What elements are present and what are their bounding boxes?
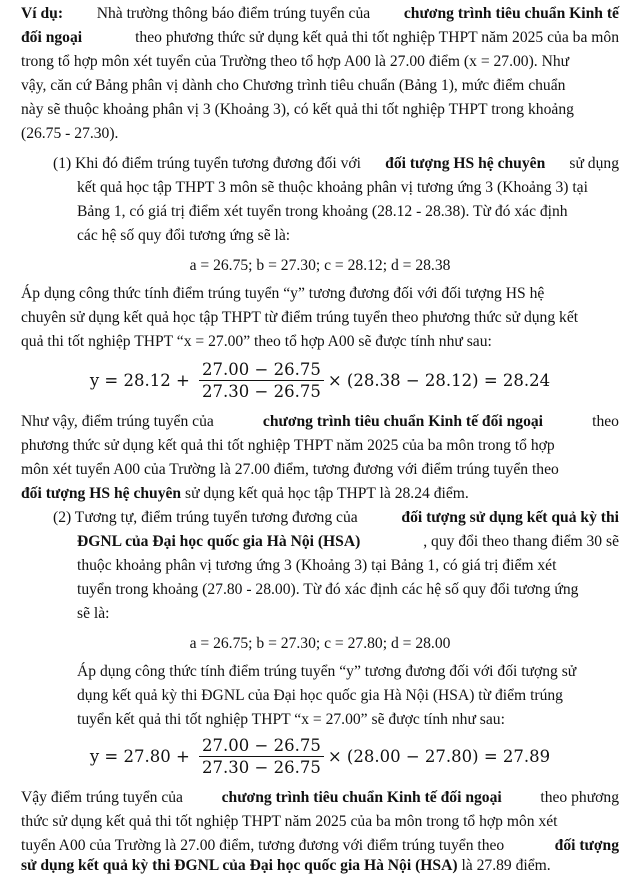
text-span: Như vậy, điểm trúng tuyển của <box>21 413 218 430</box>
text-line: thuộc khoảng phân vị tương ứng 3 (Khoảng 3) tại Bảng 1, có giá trị điểm xét <box>77 557 557 574</box>
formula-lhs: y = 27.80 + <box>89 746 196 766</box>
text-line: các hệ số quy đổi tương ứng sẽ là: <box>77 227 291 244</box>
text-line: này sẽ thuộc khoảng phân vị 3 (Khoảng 3), có kết quả thi tốt nghiệp THPT trong khoảng <box>21 101 574 118</box>
text-line <box>77 532 619 552</box>
text-span: là 27.89 điểm. <box>457 857 551 874</box>
formula-fraction <box>199 360 324 401</box>
text-line <box>21 788 619 808</box>
formula-numerator: 27.00 − 26.75 <box>199 736 324 757</box>
text-line: tuyển trong khoảng (27.80 - 28.00). Từ đó xác định các hệ số quy đổi tương ứng <box>77 581 579 598</box>
text-span: đối tượng sử dụng kết quả kỳ thi <box>401 509 619 526</box>
text-span: Nhà trường thông báo điểm trúng tuyển của <box>92 5 375 22</box>
text-span: đối ngoại <box>21 29 83 46</box>
formula-fraction <box>199 736 324 777</box>
formula-1 <box>0 352 640 408</box>
text-span: chương trình tiêu chuẩn Kinh tế đối ngoại <box>262 413 544 430</box>
formula-denominator: 27.30 − 26.75 <box>202 757 321 777</box>
text-span: theo phương <box>536 789 619 806</box>
text-line <box>21 4 619 24</box>
text-line: vậy, căn cứ Bảng phân vị dành cho Chương trình tiêu chuẩn (Bảng 1), mức điểm chuẩn <box>21 77 566 94</box>
text-line: môn xét tuyển A00 của Trường là 27.00 điểm, tương đương với điểm trúng tuyển theo <box>21 461 559 478</box>
text-line <box>21 412 619 432</box>
text-span: đối tượng <box>554 837 619 854</box>
text-span: ĐGNL của Đại học quốc gia Hà Nội (HSA) <box>77 533 361 550</box>
text-span: sử dụng kết quả kỳ thi ĐGNL của Đại học quốc gia Hà Nội (HSA) <box>21 857 458 874</box>
text-span: đối tượng HS hệ chuyên <box>21 485 182 502</box>
text-span: Vậy điểm trúng tuyển của <box>21 789 187 806</box>
formula-2 <box>0 728 640 784</box>
text-line <box>53 508 619 528</box>
text-span: , quy đổi theo thang điểm 30 sẽ <box>423 533 619 550</box>
text-line: tuyển kết quả thi tốt nghiệp THPT “x = 27.00” sẽ được tính như sau: <box>77 711 505 728</box>
text-line: quả thi tốt nghiệp THPT “x = 27.00” theo tổ hợp A00 sẽ được tính như sau: <box>21 333 492 350</box>
coefficients-line: a = 26.75; b = 27.30; c = 27.80; d = 28.00 <box>189 635 451 652</box>
text-line: dụng kết quả kỳ thi ĐGNL của Đại học quốc gia Hà Nội (HSA) từ điểm trúng <box>77 687 563 704</box>
text-line: trong tổ hợp môn xét tuyển của Trường theo tổ hợp A00 là 27.00 điểm (x = 27.00). Như <box>21 53 570 70</box>
text-span: tuyển A00 của Trường là 27.00 điểm, tương đương với điểm trúng tuyển theo <box>21 837 509 854</box>
text-span: (2) Tương tự, điểm trúng tuyển tương đương của <box>53 509 362 526</box>
coefficients-line: a = 26.75; b = 27.30; c = 28.12; d = 28.38 <box>189 257 451 274</box>
text-line: Bảng 1, có giá trị điểm xét tuyển trong khoảng (28.12 - 28.38). Từ đó xác định <box>77 203 568 220</box>
text-span: chương trình tiêu chuẩn Kinh tế đối ngoại <box>221 789 502 806</box>
text-line: Áp dụng công thức tính điểm trúng tuyển “y” tương đương đối với đối tượng sử <box>77 663 577 680</box>
text-span: theo phương thức sử dụng kết quả thi tốt nghiệp THPT năm 2025 của ba môn <box>131 29 619 46</box>
formula-lhs: y = 28.12 + <box>89 370 196 390</box>
formula-rhs: × (28.38 − 28.12) = 28.24 <box>327 370 551 390</box>
text-line: sẽ là: <box>77 605 110 622</box>
text-line <box>21 856 551 876</box>
text-line: (26.75 - 27.30). <box>21 125 119 142</box>
text-line <box>21 28 619 48</box>
text-line <box>53 154 619 174</box>
text-span: sử dụng <box>565 155 619 172</box>
text-line: thức sử dụng kết quả thi tốt nghiệp THPT năm 2025 của ba môn trong tổ hợp môn xét <box>21 813 558 830</box>
text-span: (1) Khi đó điểm trúng tuyển tương đương đối với <box>53 155 365 172</box>
text-span: theo <box>588 413 619 430</box>
text-line <box>21 836 619 856</box>
text-line: chuyên sử dụng kết quả học tập THPT từ điểm trúng tuyển theo phương thức sử dụng kết <box>21 309 579 326</box>
text-line <box>21 484 469 504</box>
formula-denominator: 27.30 − 26.75 <box>202 381 321 401</box>
formula-numerator: 27.00 − 26.75 <box>199 360 324 381</box>
text-span: chương trình tiêu chuẩn Kinh tế <box>403 5 619 22</box>
formula-rhs: × (28.00 − 27.80) = 27.89 <box>327 746 551 766</box>
text-line: kết quả học tập THPT 3 môn sẽ thuộc khoảng phân vị tương ứng 3 (Khoảng 3) tại <box>77 179 588 196</box>
text-span: đối tượng HS hệ chuyên <box>385 155 546 172</box>
text-line: Áp dụng công thức tính điểm trúng tuyển “y” tương đương đối với đối tượng HS hệ <box>21 285 545 302</box>
text-span: Ví dụ: <box>21 5 64 22</box>
text-span: sử dụng kết quả học tập THPT là 28.24 điểm. <box>181 485 469 502</box>
text-line: phương thức sử dụng kết quả thi tốt nghiệp THPT năm 2025 của ba môn trong tổ hợp <box>21 437 555 454</box>
